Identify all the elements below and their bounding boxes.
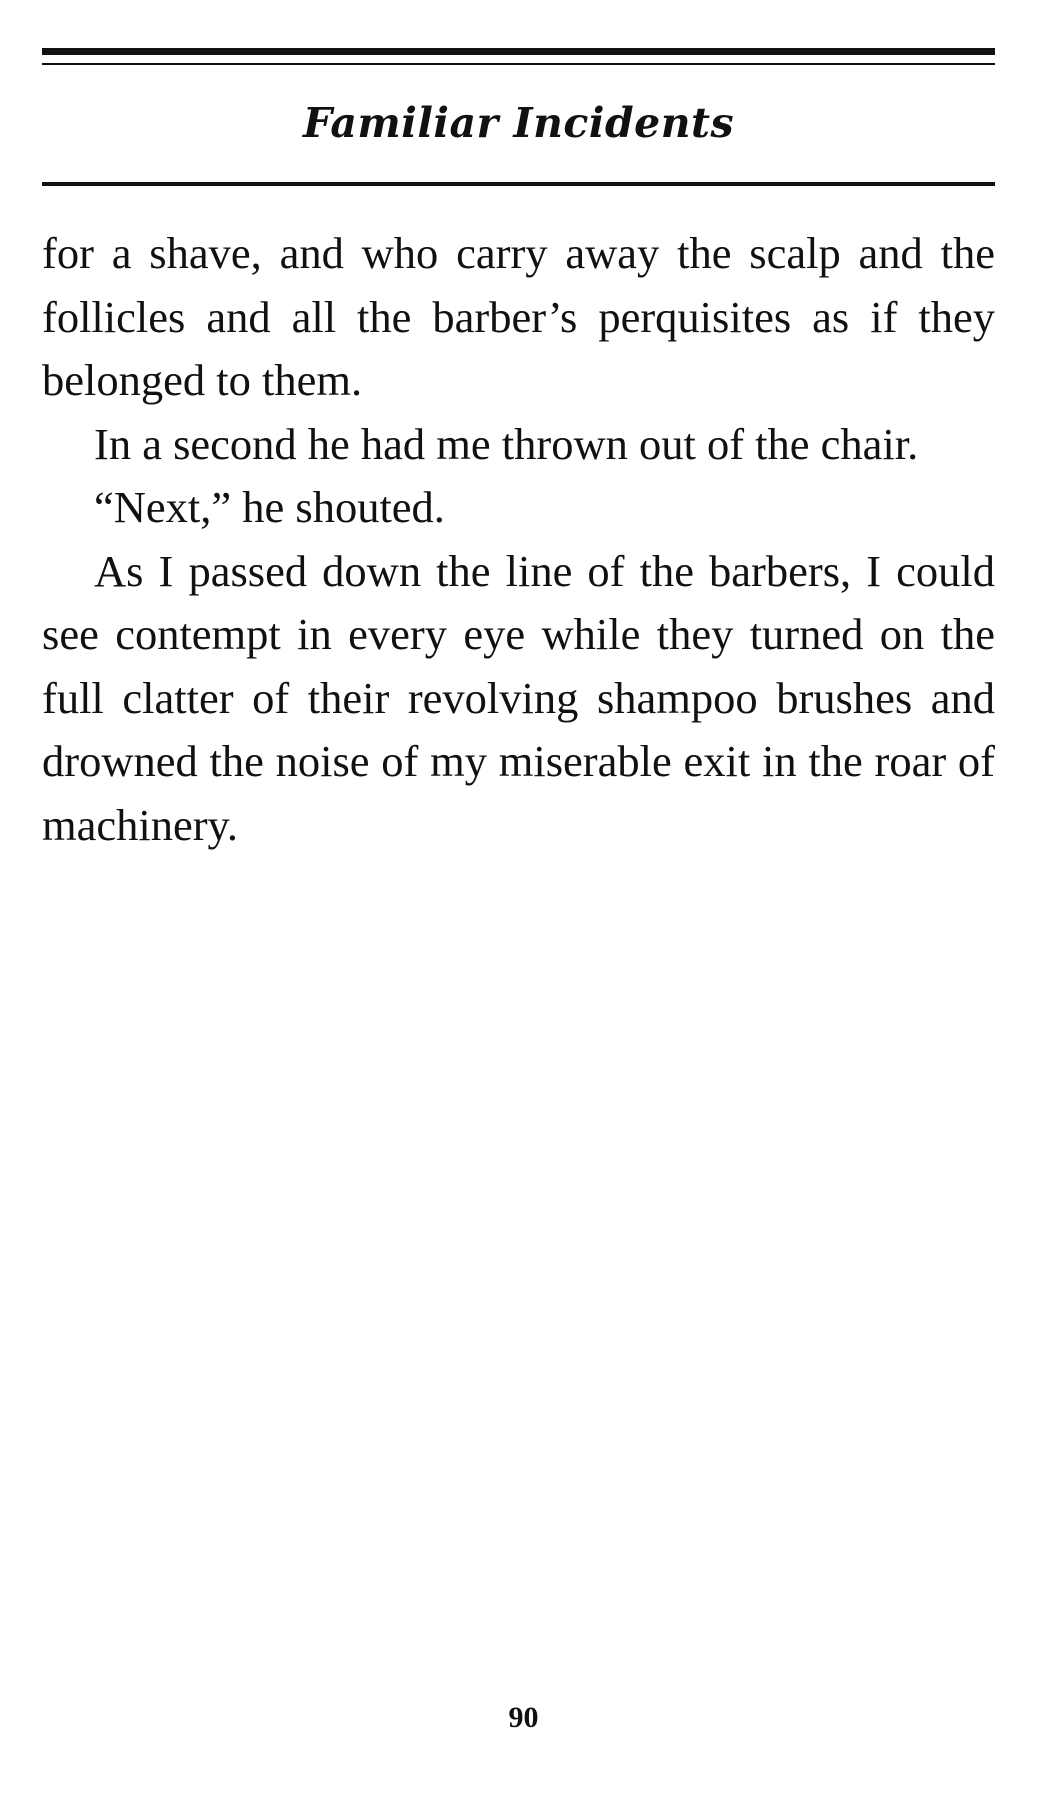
- top-double-rule-thin: [42, 63, 995, 65]
- top-double-rule-thick: [42, 48, 995, 55]
- paragraph: “Next,” he shouted.: [94, 482, 445, 532]
- paragraph: As I passed down the line of the barbers, I could see contempt in every eye while they turned on the full clatter of their revolving shampoo brushes and drowned the noise of my miserable exit in the roar of machinery.: [42, 545, 995, 850]
- paragraph-continuation: for a shave, and who carry away the scalp and the follicles and all the barber’s perquisites as if they belonged to them.: [42, 228, 995, 405]
- paragraph: In a second he had me thrown out of the chair.: [94, 418, 919, 469]
- header-rule: [42, 182, 995, 186]
- body-text: [42, 222, 995, 857]
- page-number: 90: [508, 1701, 539, 1734]
- running-head-title: Familiar Incidents: [302, 99, 735, 147]
